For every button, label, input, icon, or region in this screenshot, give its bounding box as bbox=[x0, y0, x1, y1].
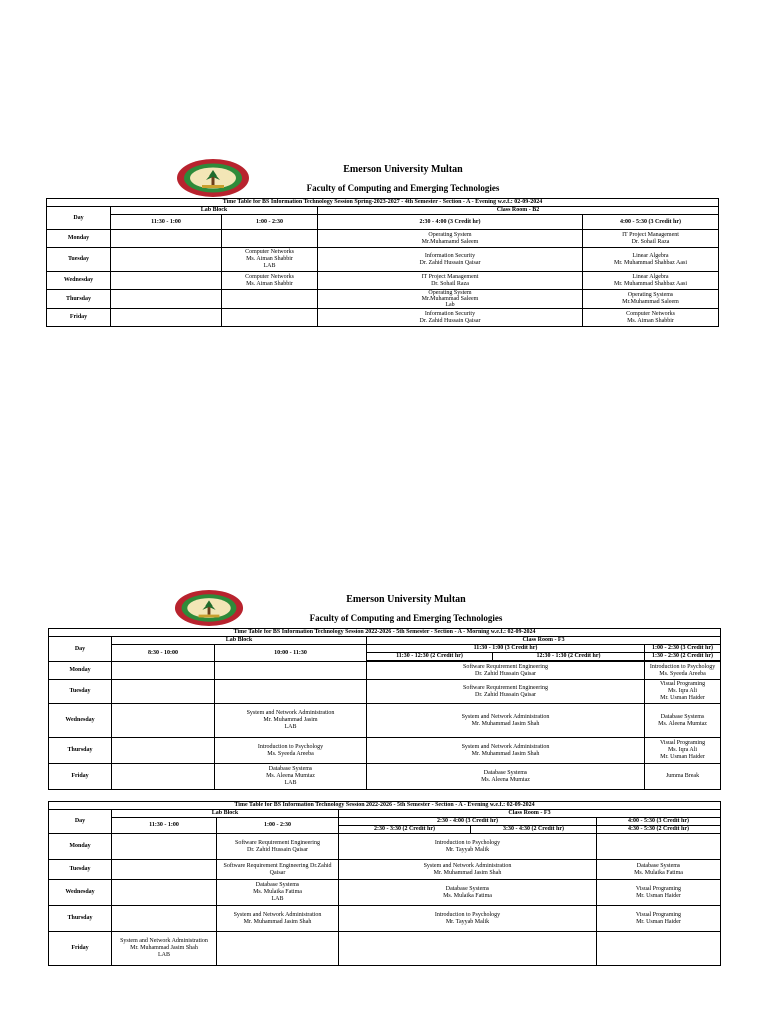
class-cell: Computer Networks Ms. Aiman Shabbir LAB bbox=[222, 248, 318, 272]
empty-cell bbox=[112, 834, 217, 860]
day-wednesday: Wednesday bbox=[49, 704, 112, 738]
class-cell: Software Requirement Engineering Dr. Zahid Hussain Qaisar bbox=[217, 834, 339, 860]
class-cell: Introduction to Psychology Mr. Tayyab Malik bbox=[339, 834, 597, 860]
slot-header: 2:30 - 4:00 (3 Credit hr) bbox=[318, 215, 583, 230]
empty-cell bbox=[112, 704, 215, 738]
class-cell: Software Requirement Engineering Dr. Zahid Hussain Qaisar bbox=[367, 680, 645, 704]
timetable-caption: Time Table for BS Information Technology Session 2022-2026 - 5th Semester - Section - A - Evening w.e.f.: 02-09-2024 bbox=[49, 802, 721, 810]
slot-header: 1:30 - 2:30 (2 Credit hr) bbox=[645, 653, 721, 661]
lab-block-header: Lab Block bbox=[112, 637, 367, 645]
day-wednesday: Wednesday bbox=[47, 272, 111, 290]
day-monday: Monday bbox=[49, 662, 112, 680]
slot-header: 8:30 - 10:00 bbox=[112, 645, 215, 662]
empty-cell bbox=[597, 834, 721, 860]
class-cell: IT Project Management Dr. Sohail Raza bbox=[318, 272, 583, 290]
slot-header: 4:30 - 5:30 (2 Credit hr) bbox=[597, 826, 721, 834]
empty-cell bbox=[111, 309, 222, 327]
class-cell: Visual Programing Mr. Usman Haider bbox=[597, 880, 721, 906]
day-friday: Friday bbox=[49, 932, 112, 966]
class-room-header: Class Room - B2 bbox=[318, 207, 719, 215]
slot-header: 3:30 - 4:30 (2 Credit hr) bbox=[471, 826, 597, 834]
timetable-5th-semester-morning bbox=[48, 628, 721, 790]
class-cell: Introduction to Psychology Ms. Syeeda Areeba bbox=[215, 738, 367, 764]
slot-header: 1:00 - 2:30 bbox=[222, 215, 318, 230]
class-cell: Database Systems Ms. Aleena Mumtaz LAB bbox=[215, 764, 367, 790]
day-friday: Friday bbox=[49, 764, 112, 790]
class-room-header: Class Room - F3 bbox=[367, 637, 721, 645]
slot-header: 1:00 - 2:30 (3 Credit hr) bbox=[645, 645, 721, 653]
class-cell: Software Requirement Engineering Dr.Zahid Qaisar bbox=[217, 860, 339, 880]
empty-cell bbox=[112, 906, 217, 932]
slot-header: 4:00 - 5:30 (3 Credit hr) bbox=[583, 215, 719, 230]
empty-cell bbox=[215, 662, 367, 680]
class-cell: Introduction to Psychology Mr. Tayyab Malik bbox=[339, 906, 597, 932]
empty-cell bbox=[215, 680, 367, 704]
timetable-5th-semester-evening bbox=[48, 801, 721, 966]
empty-cell bbox=[112, 764, 215, 790]
empty-cell bbox=[222, 290, 318, 309]
class-cell: Introduction to Psychology Ms. Syeeda Areeba bbox=[645, 662, 721, 680]
day-thursday: Thursday bbox=[49, 906, 112, 932]
empty-cell bbox=[112, 738, 215, 764]
class-cell: System and Network Administration Mr. Muhammad Jasim Shah bbox=[367, 738, 645, 764]
class-room-header: Class Room - F3 bbox=[339, 810, 721, 818]
day-header: Day bbox=[49, 810, 112, 834]
empty-cell bbox=[222, 309, 318, 327]
class-cell: System and Network Administration Mr. Muhammad Jasim Shah bbox=[339, 860, 597, 880]
class-cell: Information Security Dr. Zahid Hussain Qaisar bbox=[318, 248, 583, 272]
class-cell: Visual Programing Ms. Iqra Ali Mr. Usman Haider bbox=[645, 680, 721, 704]
slot-header: 11:30 - 1:00 (3 Credit hr) bbox=[367, 645, 645, 653]
day-header: Day bbox=[49, 637, 112, 662]
slot-header: 11:30 - 1:00 bbox=[112, 818, 217, 834]
slot-header: 2:30 - 4:00 (3 Credit hr) bbox=[339, 818, 597, 826]
class-cell: Database Systems Ms. Aleena Mumtaz bbox=[367, 764, 645, 790]
class-cell: System and Network Administration Mr. Muhammad Jasim Shah bbox=[217, 906, 339, 932]
day-monday: Monday bbox=[49, 834, 112, 860]
empty-cell bbox=[222, 230, 318, 248]
class-cell: Computer Networks Ms. Aiman Shabbir bbox=[583, 309, 719, 327]
slot-header: 10:00 - 11:30 bbox=[215, 645, 367, 662]
day-monday: Monday bbox=[47, 230, 111, 248]
class-cell: Information Security Dr. Zahid Hussain Qaisar bbox=[318, 309, 583, 327]
class-cell: Visual Programing Mr. Usman Haider bbox=[597, 906, 721, 932]
empty-cell bbox=[111, 248, 222, 272]
class-cell: Operating System Mr.Muhamamd Saleem bbox=[318, 230, 583, 248]
empty-cell bbox=[112, 662, 215, 680]
day-tuesday: Tuesday bbox=[49, 860, 112, 880]
slot-header: 12:30 - 1:30 (2 Credit hr) bbox=[493, 653, 645, 661]
timetable-caption: Time Table for BS Information Technology Session Spring-2023-2027 - 4th Semester - Section - A - Evening w.e.f.: 02-09-2024 bbox=[47, 199, 719, 207]
university-name: Emerson University Multan bbox=[346, 594, 466, 605]
timetable-caption: Time Table for BS Information Technology Session 2022-2026 - 5th Semester - Section - A - Morning w.e.f.: 02-09-2024 bbox=[49, 629, 721, 637]
class-cell: Database Systems Ms. Aleena Mumtaz bbox=[645, 704, 721, 738]
class-cell: Database Systems Ms. Mulaika Fatima LAB bbox=[217, 880, 339, 906]
timetable-4th-semester-evening bbox=[46, 198, 719, 327]
class-cell: System and Network Administration Mr. Muhammad Jasim Shah bbox=[367, 704, 645, 738]
day-thursday: Thursday bbox=[47, 290, 111, 309]
lab-block-header: Lab Block bbox=[112, 810, 339, 818]
empty-cell bbox=[111, 272, 222, 290]
class-cell: Database Systems Ms. Mulaika Fatima bbox=[597, 860, 721, 880]
class-cell: Operating System Mr.Muhammad Saleem Lab bbox=[318, 290, 583, 309]
day-friday: Friday bbox=[47, 309, 111, 327]
empty-cell bbox=[112, 680, 215, 704]
class-cell: Jumma Break bbox=[645, 764, 721, 790]
class-cell: System and Network Administration Mr. Muhammad Jasim LAB bbox=[215, 704, 367, 738]
class-cell: Visual Programing Ms. Iqra Ali Mr. Usman Haider bbox=[645, 738, 721, 764]
slot-header: 11:30 - 1:00 bbox=[111, 215, 222, 230]
day-wednesday: Wednesday bbox=[49, 880, 112, 906]
university-name: Emerson University Multan bbox=[343, 164, 463, 175]
day-tuesday: Tuesday bbox=[47, 248, 111, 272]
slot-header: 11:30 - 12:30 (2 Credit hr) bbox=[367, 653, 493, 661]
slot-header: 4:00 - 5:30 (3 Credit hr) bbox=[597, 818, 721, 826]
faculty-name: Faculty of Computing and Emerging Technologies bbox=[309, 613, 503, 623]
day-tuesday: Tuesday bbox=[49, 680, 112, 704]
empty-cell bbox=[112, 880, 217, 906]
class-cell: System and Network Administration Mr. Muhammad Jasim Shah LAB bbox=[112, 932, 217, 966]
empty-cell bbox=[111, 290, 222, 309]
class-cell: Database Systems Ms. Mulaika Fatima bbox=[339, 880, 597, 906]
empty-cell bbox=[111, 230, 222, 248]
day-thursday: Thursday bbox=[49, 738, 112, 764]
faculty-name: Faculty of Computing and Emerging Technologies bbox=[306, 183, 500, 193]
empty-cell bbox=[112, 860, 217, 880]
slot-header: 2:30 - 3:30 (2 Credit hr) bbox=[339, 826, 471, 834]
day-header: Day bbox=[47, 207, 111, 230]
slot-header: 1:00 - 2:30 bbox=[217, 818, 339, 834]
empty-cell bbox=[217, 932, 339, 966]
class-cell: Software Requirement Engineering Dr. Zahid Hussain Qaisar bbox=[367, 662, 645, 680]
empty-cell bbox=[597, 932, 721, 966]
class-cell: Computer Networks Ms. Aiman Shabbir bbox=[222, 272, 318, 290]
class-cell: Linear Algebra Mr. Muhammad Shahbaz Aasi bbox=[583, 248, 719, 272]
empty-cell bbox=[339, 932, 597, 966]
class-cell: IT Project Management Dr. Sohail Raza bbox=[583, 230, 719, 248]
class-cell: Linear Algebra Mr. Muhammad Shahbaz Aasi bbox=[583, 272, 719, 290]
class-cell: Operating Systems Mr.Muhammad Saleem bbox=[583, 290, 719, 309]
lab-block-header: Lab Block bbox=[111, 207, 318, 215]
